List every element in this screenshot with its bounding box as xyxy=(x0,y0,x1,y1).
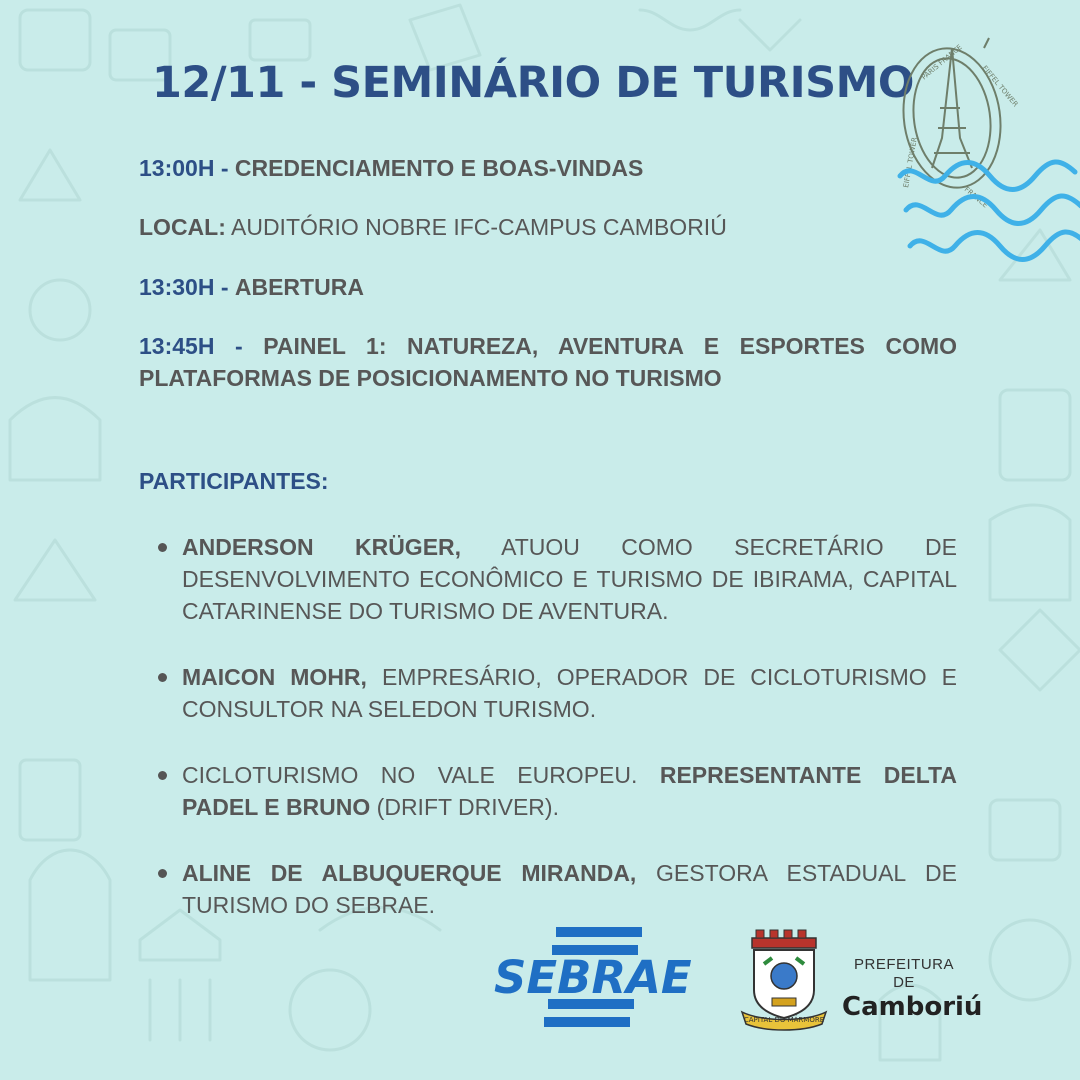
stamp-text-top: PARIS FRANCE xyxy=(920,43,964,82)
participant-desc: GESTORA ESTADUAL DE TURISMO DO SEBRAE. xyxy=(182,860,958,918)
abertura-text: ABERTURA xyxy=(234,274,364,300)
schedule-painel xyxy=(139,330,957,394)
participant-name: ANDERSON KRÜGER, xyxy=(182,534,462,560)
participant-desc: ATUOU COMO SECRETÁRIO DE DESENVOLVIMENTO ECONÔMICO E TURISMO DE IBIRAMA, CAPITAL CATARINENSE DO TURISMO DE AVENTURA. xyxy=(182,534,957,624)
camboriu-crest-icon xyxy=(734,924,834,1034)
schedule-abertura xyxy=(139,271,957,303)
crest-banner-text: CAPITAL DO MÁRMORE xyxy=(743,1016,825,1024)
stamp-text-bottom: FRANCE xyxy=(962,185,990,210)
bullet-dot xyxy=(158,543,167,552)
schedule-credenciamento xyxy=(139,152,957,184)
participant-item xyxy=(182,661,957,725)
credenciamento-time: 13:00H - xyxy=(139,155,229,181)
participant-desc: EMPRESÁRIO, OPERADOR DE CICLOTURISMO E CONSULTOR NA SELEDON TURISMO. xyxy=(182,664,957,722)
prefeitura-logo xyxy=(842,956,1002,1022)
bullet-dot xyxy=(158,673,167,682)
participant-item xyxy=(182,531,957,627)
bullet-dot xyxy=(158,869,167,878)
stamp-text-left: EIFFEL TOWER xyxy=(902,136,919,189)
sebrae-wordmark: SEBRAE xyxy=(494,951,692,1004)
participant-item xyxy=(182,857,957,921)
participant-item xyxy=(182,759,957,823)
sebrae-logo xyxy=(490,925,710,1033)
schedule-local xyxy=(139,211,957,243)
painel-text: PAINEL 1: NATUREZA, AVENTURA E ESPORTES COMO PLATAFORMAS DE POSICIONAMENTO NO TURISMO xyxy=(139,333,958,391)
prefeitura-line1: PREFEITURA DE xyxy=(853,956,954,991)
local-text: AUDITÓRIO NOBRE IFC-CAMPUS CAMBORIÚ xyxy=(231,214,727,240)
credenciamento-text: CREDENCIAMENTO E BOAS-VINDAS xyxy=(234,155,644,181)
prefeitura-line2: Camboriú xyxy=(842,992,983,1022)
participant-pre: CICLOTURISMO NO VALE EUROPEU. xyxy=(182,762,638,788)
participant-name: ALINE DE ALBUQUERQUE MIRANDA, xyxy=(182,860,637,886)
bullet-dot xyxy=(158,771,167,780)
participant-desc: (DRIFT DRIVER). xyxy=(376,794,559,820)
participant-name: REPRESENTANTE DELTA PADEL E BRUNO xyxy=(182,762,957,820)
abertura-time: 13:30H - xyxy=(139,274,229,300)
page-title: 12/11 - SEMINÁRIO DE TURISMO xyxy=(152,58,914,108)
participants-heading: PARTICIPANTES: xyxy=(139,468,329,494)
stamp-text-right: EIFFEL TOWER xyxy=(980,64,1020,109)
participant-name: MAICON MOHR, xyxy=(182,664,367,690)
painel-time: 13:45H - xyxy=(139,333,243,359)
local-label: LOCAL: xyxy=(139,214,226,240)
